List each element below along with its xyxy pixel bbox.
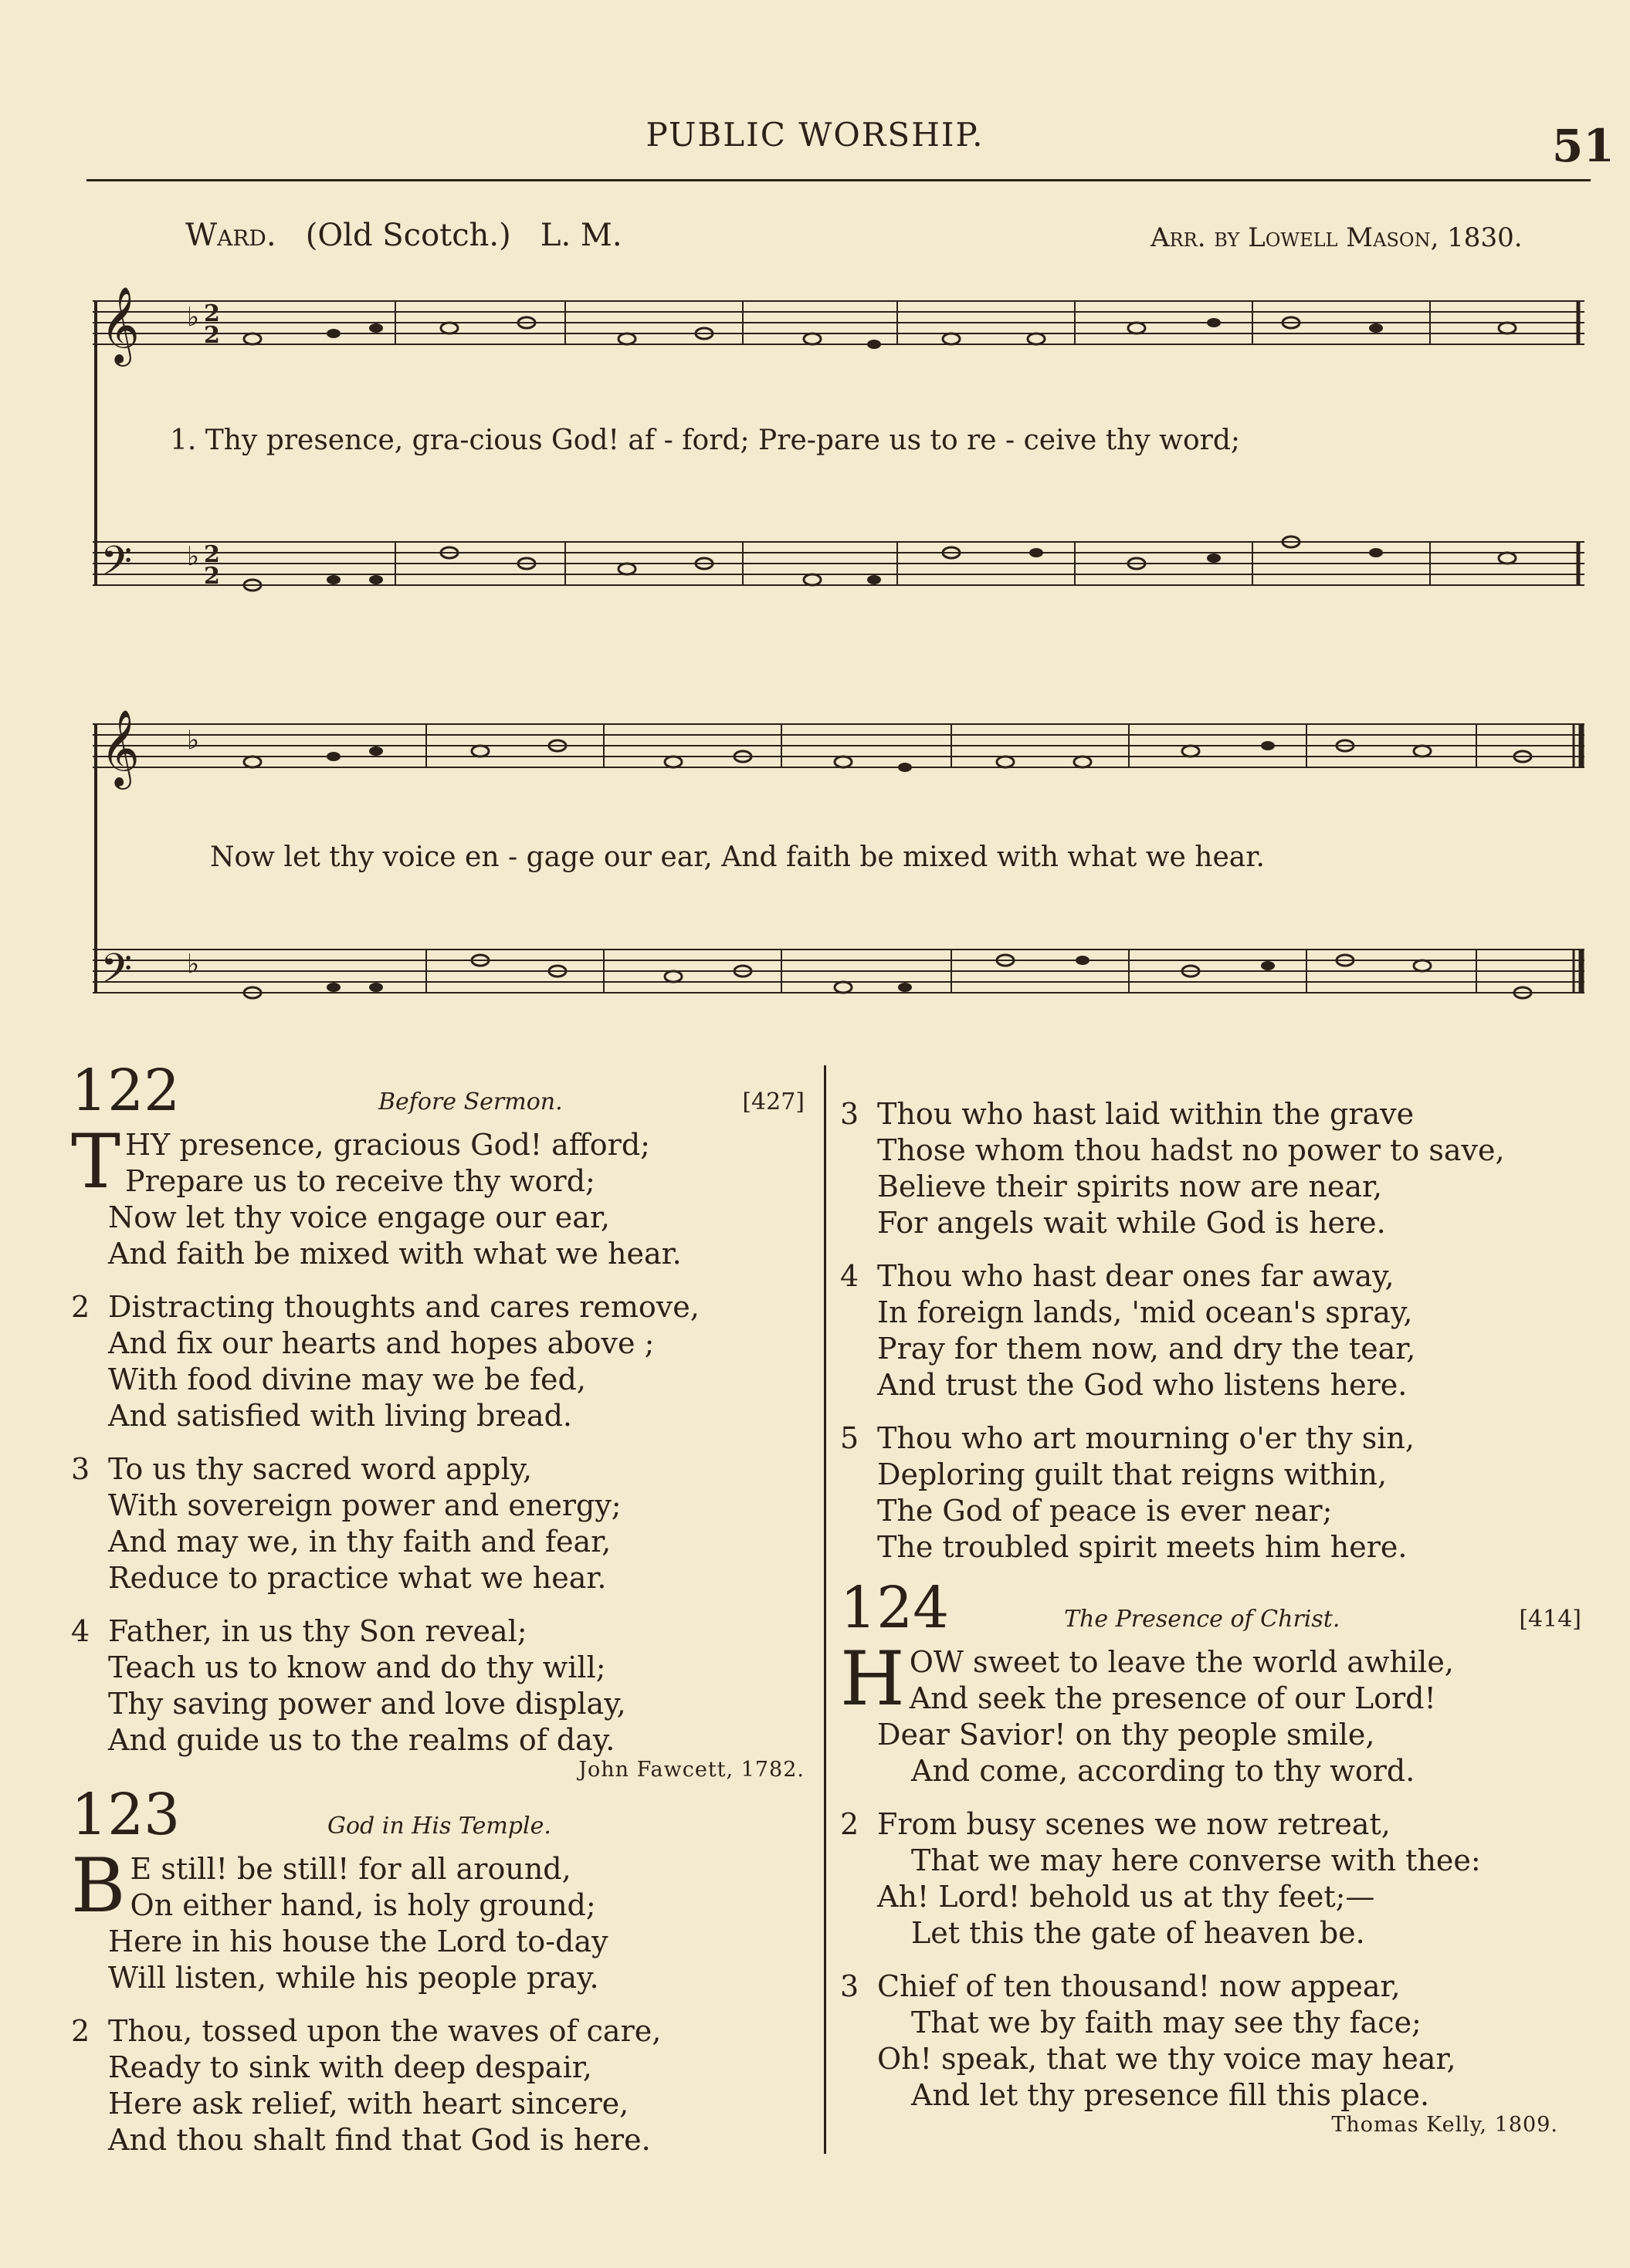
verse-line: And guide us to the realms of day. bbox=[108, 1723, 615, 1757]
verse-line: With food divine may we be fed, bbox=[108, 1362, 586, 1396]
header-rule bbox=[86, 179, 1591, 181]
verse-line: And thou shalt find that God is here. bbox=[108, 2123, 651, 2157]
music-lyrics-1: 1. Thy presence, gra-cious God! af - ford; Pre-pare us to re - ceive thy word; bbox=[170, 425, 1241, 456]
stanza-number: 5 bbox=[840, 1421, 859, 1455]
verse-line: On either hand, is holy ground; bbox=[130, 1888, 596, 1922]
music-staves-1 bbox=[86, 286, 1592, 633]
verse-line: Dear Savior! on thy people smile, bbox=[877, 1718, 1375, 1752]
verse-line: And seek the presence of our Lord! bbox=[909, 1681, 1436, 1715]
verse-line: Those whom thou hadst no power to save, bbox=[877, 1133, 1505, 1167]
stanza-number: 3 bbox=[840, 1097, 859, 1131]
verse-line: That we by faith may see thy face; bbox=[911, 2006, 1422, 2040]
stanza-number: 2 bbox=[71, 2014, 90, 2048]
verse-line: Thy saving power and love display, bbox=[108, 1687, 626, 1721]
verse-line: Reduce to practice what we hear. bbox=[108, 1561, 607, 1595]
hymn-122-stanza-2 bbox=[71, 1289, 805, 1434]
svg-text:𝄞: 𝄞 bbox=[100, 709, 140, 787]
right-column bbox=[840, 1096, 1581, 2137]
verse-line: Now let thy voice engage our ear, bbox=[108, 1200, 611, 1234]
verse-line: Teach us to know and do thy will; bbox=[108, 1650, 606, 1684]
hymn-number: 122 bbox=[71, 1058, 181, 1124]
svg-text:♭: ♭ bbox=[187, 302, 200, 333]
stanza-number: 3 bbox=[71, 1452, 90, 1486]
drop-cap: B bbox=[71, 1843, 126, 1929]
hymn-reference: [414] bbox=[1519, 1606, 1581, 1633]
svg-text:♭: ♭ bbox=[187, 725, 200, 756]
hymn-123-stanza-4 bbox=[840, 1258, 1581, 1403]
tune-origin: (Old Scotch.) bbox=[305, 218, 511, 253]
verse-line: And fix our hearts and hopes above ; bbox=[108, 1326, 655, 1360]
verse-line: Pray for them now, and dry the tear, bbox=[877, 1332, 1416, 1366]
verse-line: From busy scenes we now retreat, bbox=[877, 1807, 1391, 1841]
hymn-122-stanza-4 bbox=[71, 1613, 805, 1759]
hymn-122-author: John Fawcett, 1782. bbox=[578, 1758, 805, 1782]
verse-line: And come, according to thy word. bbox=[911, 1754, 1415, 1788]
stanza-number: 4 bbox=[71, 1614, 90, 1648]
drop-cap: H bbox=[840, 1636, 905, 1722]
page-header-title: PUBLIC WORSHIP. bbox=[646, 116, 984, 154]
hymn-124-author: Thomas Kelly, 1809. bbox=[1331, 2113, 1558, 2137]
stanza-number: 2 bbox=[840, 1807, 859, 1841]
hymn-122-stanza-3 bbox=[71, 1451, 805, 1596]
verse-line: For angels wait while God is here. bbox=[877, 1206, 1386, 1240]
verse-line: That we may here converse with thee: bbox=[911, 1843, 1481, 1877]
verse-line: Ready to sink with deep despair, bbox=[108, 2050, 592, 2084]
hymn-subject: God in His Temple. bbox=[327, 1813, 551, 1840]
hymn-122-heading bbox=[71, 1058, 805, 1127]
verse-line: Thou who art mourning o'er thy sin, bbox=[877, 1421, 1415, 1455]
verse-line: Thou, tossed upon the waves of care, bbox=[108, 2014, 662, 2048]
stanza-number: 3 bbox=[840, 1969, 859, 2003]
verse-line: In foreign lands, 'mid ocean's spray, bbox=[877, 1295, 1413, 1329]
hymn-123-stanza-3 bbox=[840, 1096, 1581, 1241]
verse-line: Father, in us thy Son reveal; bbox=[108, 1614, 527, 1648]
hymn-number: 123 bbox=[71, 1782, 181, 1848]
hymn-124-heading bbox=[840, 1575, 1581, 1644]
verse-line: With sovereign power and energy; bbox=[108, 1488, 622, 1522]
tune-meter: L. M. bbox=[540, 218, 622, 253]
verse-line: HY presence, gracious God! afford; bbox=[125, 1128, 650, 1162]
stanza-number: 2 bbox=[71, 1290, 90, 1324]
verse-line: Here in his house the Lord to-day bbox=[108, 1924, 608, 1958]
hymn-124-stanza-1 bbox=[840, 1636, 1581, 1789]
verse-line: And may we, in thy faith and fear, bbox=[108, 1525, 612, 1559]
column-divider bbox=[824, 1065, 826, 2154]
verse-line: E still! be still! for all around, bbox=[130, 1852, 571, 1886]
svg-text:𝄢: 𝄢 bbox=[100, 946, 133, 1003]
verse-line: Let this the gate of heaven be. bbox=[911, 1916, 1365, 1950]
verse-line: And let thy presence fill this place. bbox=[911, 2078, 1430, 2112]
hymn-122-stanza-1 bbox=[71, 1119, 805, 1272]
music-system-2 bbox=[86, 695, 1592, 1019]
verse-line: To us thy sacred word apply, bbox=[108, 1452, 533, 1486]
verse-line: Chief of ten thousand! now appear, bbox=[877, 1969, 1401, 2003]
verse-line: The troubled spirit meets him here. bbox=[877, 1530, 1408, 1564]
stanza-number: 4 bbox=[840, 1259, 859, 1293]
left-column bbox=[71, 1058, 805, 2158]
hymn-124-stanza-3 bbox=[840, 1968, 1581, 2114]
verse-line: Ah! Lord! behold us at thy feet;— bbox=[877, 1880, 1375, 1914]
hymn-124-stanza-2 bbox=[840, 1806, 1581, 1951]
hymn-123-stanza-2 bbox=[71, 2013, 805, 2158]
verse-line: And trust the God who listens here. bbox=[877, 1368, 1408, 1402]
tune-name: Ward. bbox=[185, 218, 276, 253]
verse-line: OW sweet to leave the world awhile, bbox=[909, 1645, 1454, 1679]
hymn-123-stanza-5 bbox=[840, 1420, 1581, 1566]
hymn-123-stanza-1 bbox=[71, 1843, 805, 1996]
svg-text:2: 2 bbox=[204, 300, 220, 327]
verse-line: Believe their spirits now are near, bbox=[877, 1170, 1383, 1203]
verse-line: Thou who hast laid within the grave bbox=[877, 1097, 1415, 1131]
svg-text:2: 2 bbox=[204, 563, 220, 590]
music-system-1 bbox=[86, 286, 1592, 633]
verse-line: The God of peace is ever near; bbox=[877, 1494, 1333, 1528]
verse-line: Will listen, while his people pray. bbox=[108, 1961, 599, 1995]
verse-line: And satisfied with living bread. bbox=[108, 1399, 572, 1433]
page-number: 51 bbox=[1552, 120, 1615, 172]
tune-heading bbox=[185, 218, 622, 253]
svg-text:♭: ♭ bbox=[187, 541, 200, 572]
verse-line: And faith be mixed with what we hear. bbox=[108, 1237, 682, 1271]
verse-line: Here ask relief, with heart sincere, bbox=[108, 2087, 629, 2121]
music-lyrics-2: Now let thy voice en - gage our ear, And faith be mixed with what we hear. bbox=[210, 841, 1265, 873]
tune-arranger: Arr. by Lowell Mason, 1830. bbox=[1150, 222, 1523, 253]
hymn-123-heading bbox=[71, 1782, 805, 1851]
hymn-reference: [427] bbox=[742, 1088, 805, 1115]
svg-text:𝄞: 𝄞 bbox=[100, 286, 140, 364]
svg-text:2: 2 bbox=[204, 541, 220, 568]
svg-text:2: 2 bbox=[204, 322, 220, 349]
verse-line: Thou who hast dear ones far away, bbox=[877, 1259, 1394, 1293]
hymn-number: 124 bbox=[840, 1575, 950, 1641]
svg-text:♭: ♭ bbox=[187, 949, 200, 980]
hymn-subject: Before Sermon. bbox=[378, 1088, 563, 1115]
hymn-subject: The Presence of Christ. bbox=[1064, 1606, 1340, 1633]
verse-line: Deploring guilt that reigns within, bbox=[877, 1457, 1388, 1491]
drop-cap: T bbox=[71, 1119, 121, 1205]
verse-line: Oh! speak, that we thy voice may hear, bbox=[877, 2042, 1456, 2076]
verse-line: Prepare us to receive thy word; bbox=[125, 1164, 595, 1198]
verse-line: Distracting thoughts and cares remove, bbox=[108, 1290, 700, 1324]
svg-text:𝄢: 𝄢 bbox=[100, 538, 133, 595]
